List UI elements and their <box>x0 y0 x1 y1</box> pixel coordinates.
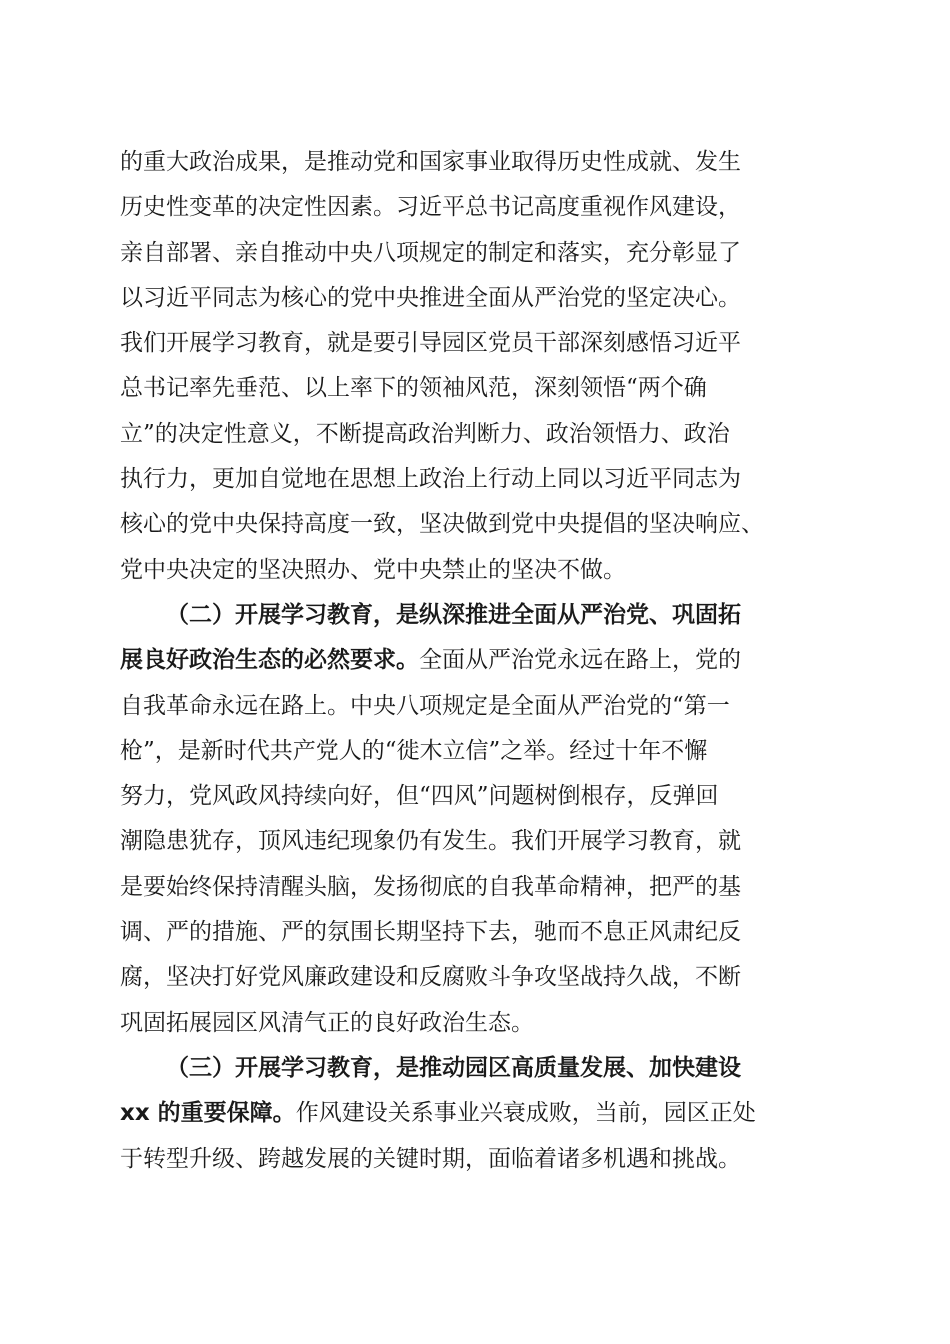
text-span: 全面从严治党永远在路上，党的 <box>419 647 741 674</box>
text-line <box>120 1091 840 1136</box>
text-line: 执行力，更加自觉地在思想上政治上行动上同以习近平同志为 <box>120 466 741 493</box>
text-line: 枪”，是新时代共产党人的“徙木立信”之举。经过十年不懈 <box>120 737 708 764</box>
text-line: 亲自部署、亲自推动中央八项规定的制定和落实，充分彰显了 <box>120 239 741 266</box>
text-line: 的重大政治成果，是推动党和国家事业取得历史性成就、发生 <box>120 149 741 175</box>
text-span: 作风建设关系事业兴衰成败，当前，园区正处 <box>295 1100 756 1127</box>
text-line <box>120 638 840 683</box>
text-line: 潮隐患犹存，顶风违纪现象仍有发生。我们开展学习教育，就 <box>120 828 741 855</box>
paragraph-3 <box>120 1046 840 1182</box>
text-line: 我们开展学习教育，就是要引导园区党员干部深刻感悟习近平 <box>120 330 741 357</box>
section-heading-3: （三）开展学习教育，是推动园区高质量发展、加快建设 <box>166 1054 741 1081</box>
paragraph-1 <box>120 140 840 593</box>
text-line: 是要始终保持清醒头脑，发扬彻底的自我革命精神，把严的基 <box>120 873 741 900</box>
section-heading-3-continued: xx 的重要保障。 <box>120 1100 296 1127</box>
paragraph-2 <box>120 593 840 1046</box>
text-line: 核心的党中央保持高度一致，坚决做到党中央提倡的坚决响应、 <box>120 511 764 538</box>
text-line: 立”的决定性意义，不断提高政治判断力、政治领悟力、政治 <box>120 420 730 447</box>
text-line: 以习近平同志为核心的党中央推进全面从严治党的坚定决心。 <box>120 284 741 311</box>
section-heading-2: （二）开展学习教育，是纵深推进全面从严治党、巩固拓 <box>166 601 741 628</box>
section-heading-2-continued: 展良好政治生态的必然要求。 <box>120 647 419 674</box>
text-line: 腐，坚决打好党风廉政建设和反腐败斗争攻坚战持久战，不断 <box>120 964 741 991</box>
text-line: 自我革命永远在路上。中央八项规定是全面从严治党的“第一 <box>120 692 730 719</box>
text-line: 于转型升级、跨越发展的关键时期，面临着诸多机遇和挑战。 <box>120 1145 741 1172</box>
text-line: 党中央决定的坚决照办、党中央禁止的坚决不做。 <box>120 556 626 583</box>
text-line: 总书记率先垂范、以上率下的领袖风范，深刻领悟“两个确 <box>120 375 707 402</box>
text-line: 巩固拓展园区风清气正的良好政治生态。 <box>120 1009 534 1036</box>
document-body <box>120 140 840 1182</box>
text-line: 努力，党风政风持续向好，但“四风”问题树倒根存，反弹回 <box>120 783 719 810</box>
text-line: 调、严的措施、严的氛围长期坚持下去，驰而不息正风肃纪反 <box>120 919 741 946</box>
text-line: 历史性变革的决定性因素。习近平总书记高度重视作风建设， <box>120 194 741 221</box>
